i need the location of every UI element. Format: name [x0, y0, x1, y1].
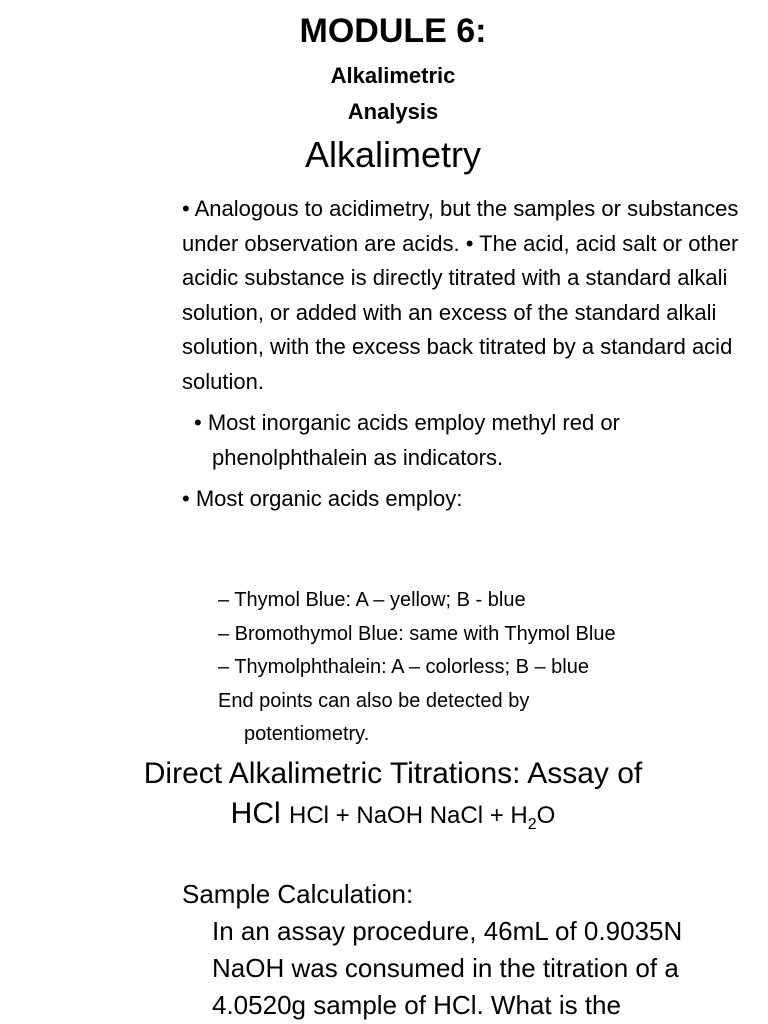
- sample-calculation: [182, 876, 762, 1024]
- equation-right: NaCl + H: [429, 802, 528, 829]
- end-note-line-2: potentiometry.: [244, 723, 370, 745]
- list-item: – Thymolphthalein: A – colorless; B – blue: [218, 656, 589, 678]
- bullet-list: [182, 192, 742, 517]
- bullet-definition: • Analogous to acidimetry, but the samples or substances under observation are acids. • The acid, acid salt or other acidic substance is directly titrated with a standard alkali solution, or added with an excess of the standard alkali solution, with the excess back titrated by a standard acid solution.: [182, 196, 739, 394]
- indicator-sublist: [218, 584, 738, 752]
- reaction-equation: [289, 802, 556, 833]
- titration-heading-hcl: HCl: [230, 797, 281, 830]
- list-item: – Thymol Blue: A – yellow; B - blue: [218, 589, 526, 611]
- list-item: – Bromothymol Blue: same with Thymol Blue: [218, 622, 616, 645]
- calculation-line: 4.0520g sample of HCl. What is the: [212, 990, 621, 1020]
- bullet-inorganic-indicators: • Most inorganic acids employ methyl red or phenolphthalein as indicators.: [194, 410, 620, 470]
- titration-heading-line-1: Direct Alkalimetric Titrations: Assay of: [143, 757, 643, 790]
- module-title: MODULE 6:: [299, 12, 487, 50]
- section-title: Alkalimetry: [304, 134, 482, 175]
- bullet-organic-indicators: • Most organic acids employ:: [182, 486, 463, 511]
- module-subtitle: [0, 58, 768, 130]
- equation-left: HCl + NaOH: [289, 802, 430, 829]
- end-note-line-1: End points can also be detected by: [218, 689, 530, 712]
- calculation-line: NaOH was consumed in the titration of a: [212, 953, 679, 983]
- module-subtitle-line-2: Analysis: [347, 99, 439, 124]
- water-subscript: 2: [527, 815, 537, 833]
- titration-heading-line-2: [40, 794, 746, 845]
- titration-heading: [40, 754, 746, 845]
- sample-calculation-label: Sample Calculation:: [182, 879, 414, 909]
- equation-end: O: [536, 802, 556, 829]
- module-subtitle-line-1: Alkalimetric: [330, 63, 456, 88]
- calculation-line: In an assay procedure, 46mL of 0.9035N: [212, 916, 683, 946]
